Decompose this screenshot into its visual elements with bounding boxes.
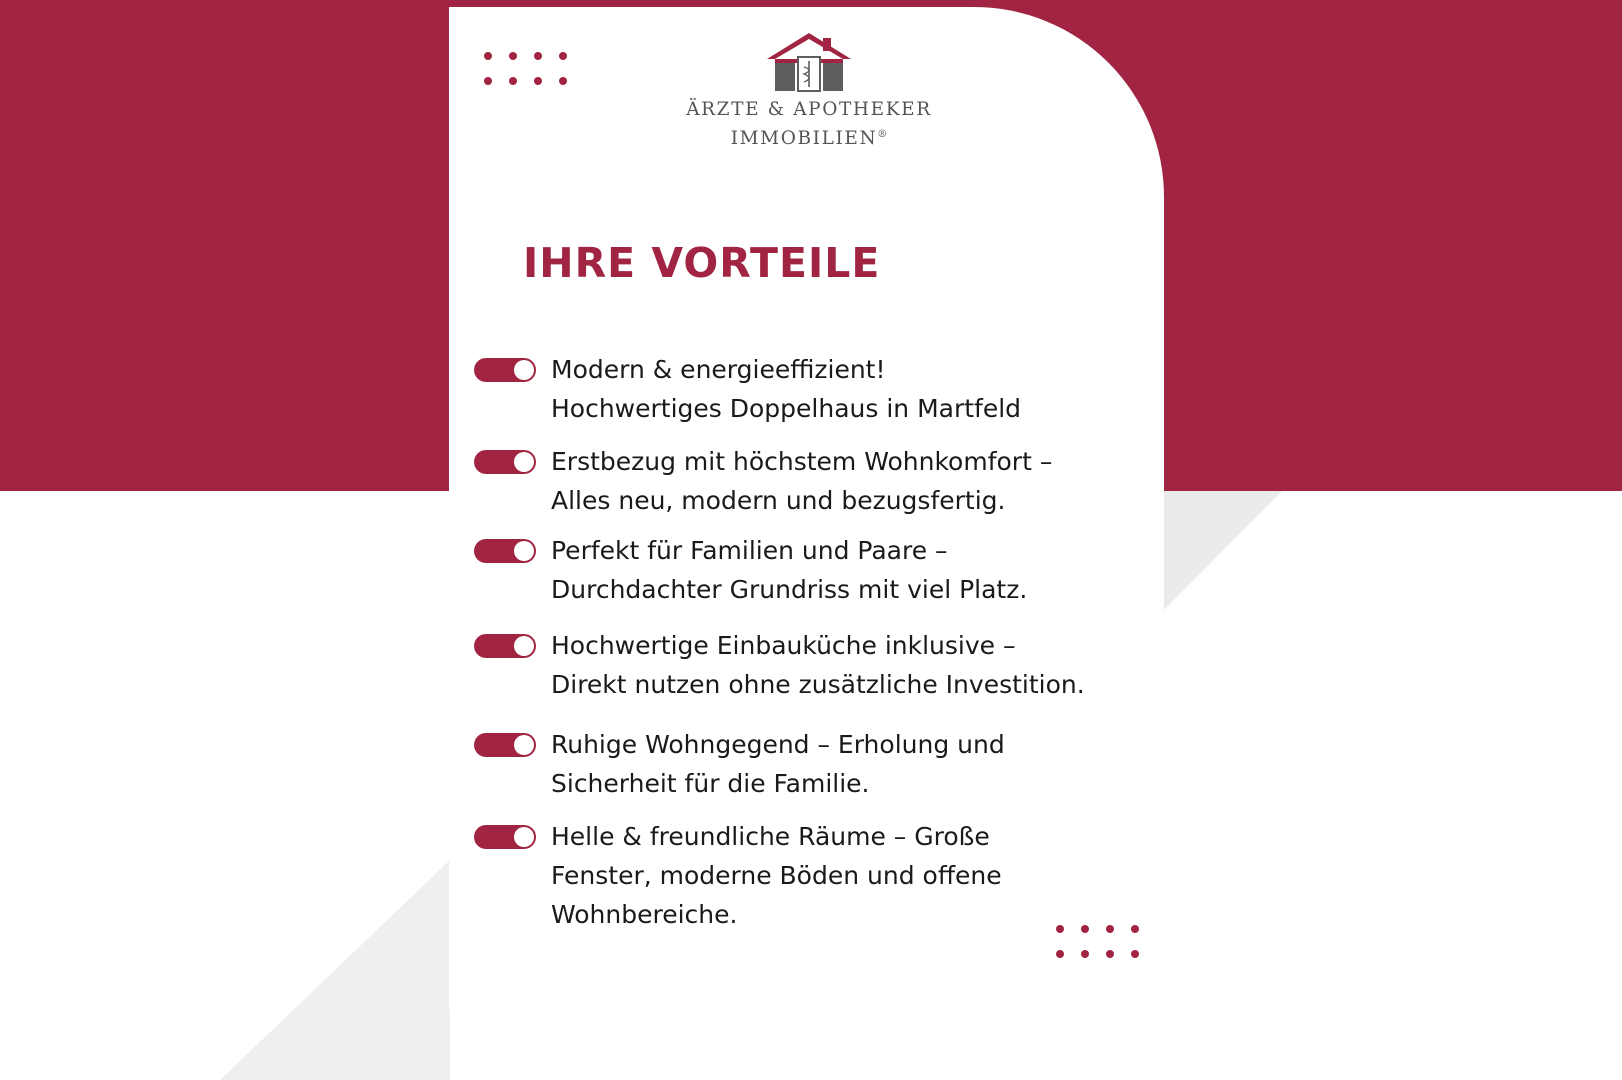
toggle-on-icon: [474, 539, 536, 563]
logo-wordmark-line1: ÄRZTE & APOTHEKER: [686, 99, 932, 120]
toggle-on-icon: [474, 450, 536, 474]
company-logo: [679, 31, 939, 151]
diagonal-stripe-lower: [220, 860, 450, 1080]
benefit-text: Modern & energieeffizient! Hochwertiges Doppelhaus in Martfeld: [551, 355, 1022, 423]
page-title: IHRE VORTEILE: [523, 239, 881, 287]
toggle-on-icon: [474, 358, 536, 382]
content-card: [449, 7, 1164, 1080]
decorative-dots-bottom: [1056, 925, 1139, 958]
house-with-caduceus-icon: [763, 31, 855, 93]
benefit-text: Hochwertige Einbauküche inklusive – Direkt nutzen ohne zusätzliche Investition.: [551, 631, 1085, 699]
toggle-on-icon: [474, 733, 536, 757]
toggle-on-icon: [474, 634, 536, 658]
toggle-on-icon: [474, 825, 536, 849]
benefit-text: Ruhige Wohngegend – Erholung und Sicherheit für die Familie.: [551, 730, 1005, 798]
decorative-dots-top: [484, 52, 567, 85]
registered-mark: ®: [877, 129, 888, 140]
benefit-text: Helle & freundliche Räume – Große Fenster, moderne Böden und offene Wohnbereiche.: [551, 822, 1002, 929]
logo-wordmark-line2: IMMOBILIEN®: [730, 128, 888, 150]
benefit-text: Erstbezug mit höchstem Wohnkomfort – Alles neu, modern und bezugsfertig.: [551, 447, 1053, 515]
benefit-text: Perfekt für Familien und Paare – Durchdachter Grundriss mit viel Platz.: [551, 536, 1028, 604]
diagonal-stripe-upper: [1164, 491, 1282, 610]
